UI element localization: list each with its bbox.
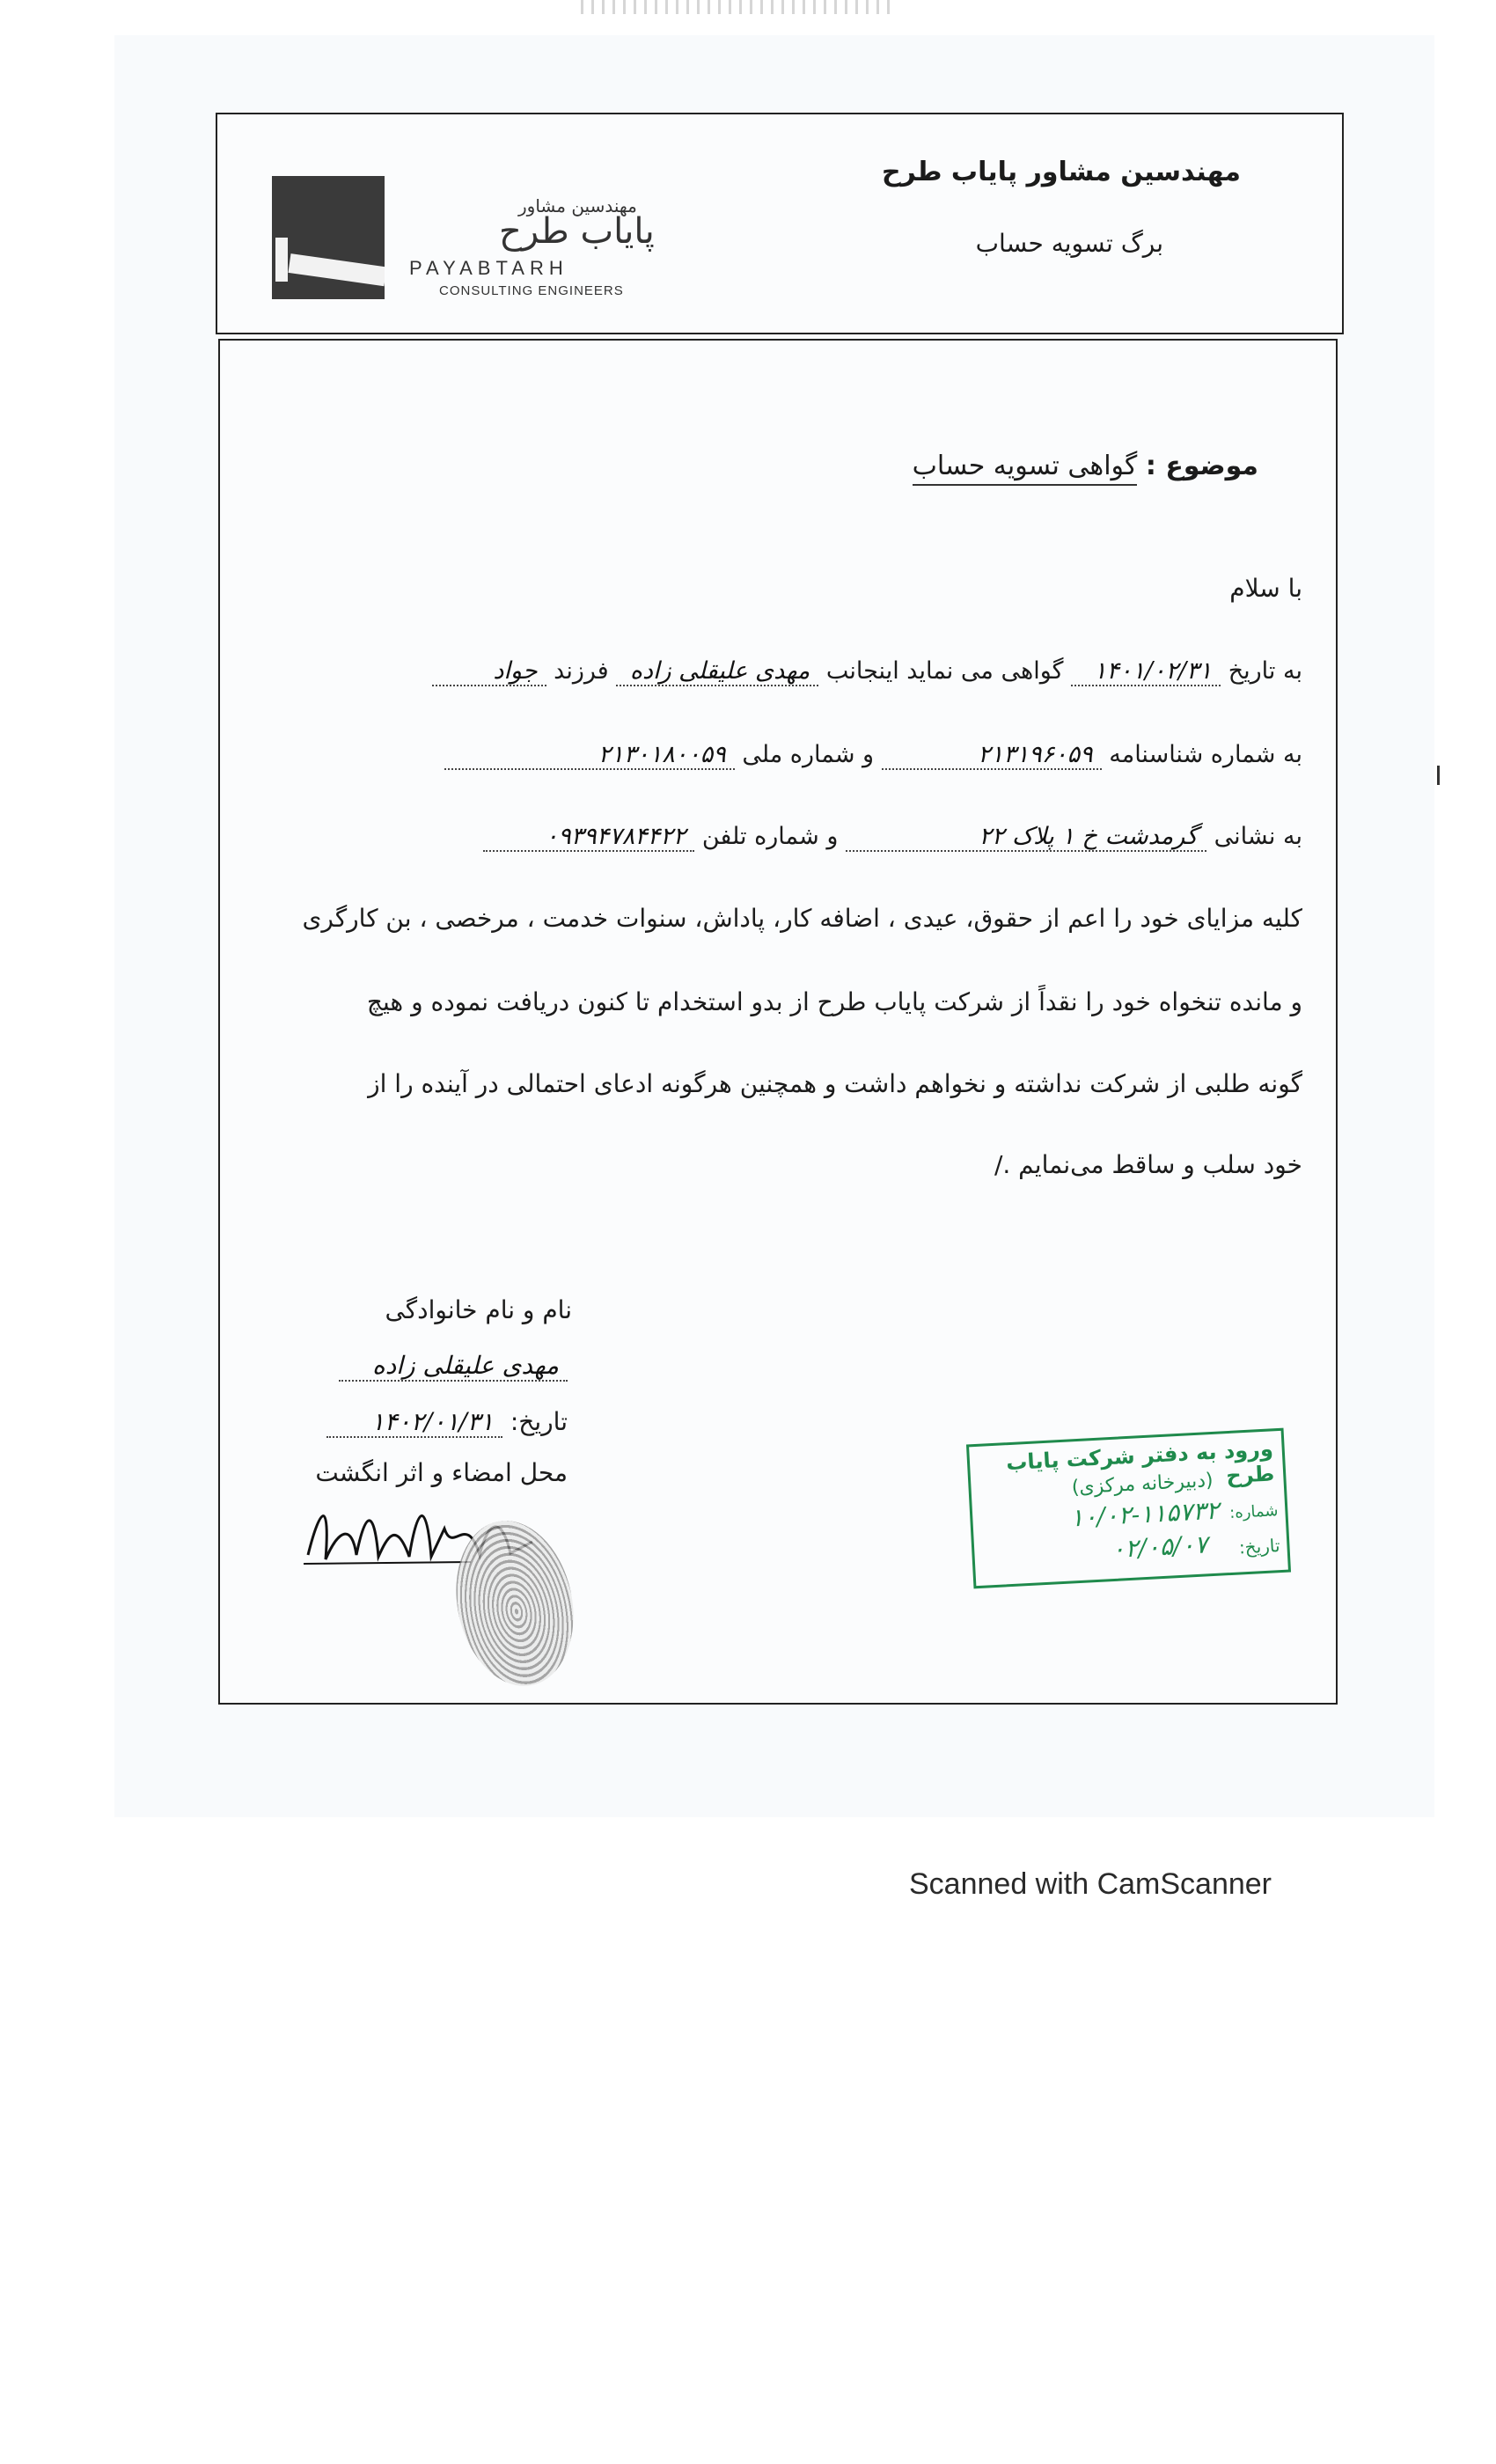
subject-value: گواهی تسویه حساب — [913, 451, 1138, 486]
national-id-value: ۲۱۳۰۱۸۰۰۵۹ — [444, 741, 735, 770]
field-line-ids — [444, 741, 1302, 770]
phone-label: و شماره تلفن — [701, 823, 839, 850]
address-label: به نشانی — [1214, 823, 1302, 850]
body-paragraph-line: کلیه مزایای خود را اعم از حقوق، عیدی ، اضافه کار، پاداش، سنوات خدمت ، مرخصی ، بن کارگری — [302, 904, 1302, 933]
stamp-date-label: تاریخ: — [1238, 1535, 1281, 1558]
signer-name-value: مهدی علیقلی زاده — [339, 1351, 568, 1382]
greeting: با سلام — [1229, 574, 1302, 603]
logo-en-subtitle: CONSULTING ENGINEERS — [439, 283, 624, 298]
phone-value: ۰۹۳۹۴۷۸۴۴۲۲ — [483, 823, 694, 852]
date-value: ۱۴۰۱/۰۲/۳۱ — [1071, 657, 1221, 686]
logo-fa-name: پایاب طرح — [499, 211, 655, 252]
subject-label: موضوع : — [1145, 451, 1258, 481]
stamp-number-label: شماره: — [1228, 1501, 1279, 1522]
registration-stamp — [966, 1428, 1291, 1589]
signer-name-line — [304, 1351, 568, 1382]
father-name-value: جواد — [432, 657, 546, 686]
camscanner-watermark: Scanned with CamScanner — [909, 1867, 1272, 1901]
stamp-number-value: ۱۰/۰۲-۱۱۵۷۳۲ — [1069, 1495, 1221, 1533]
logo-en-name: PAYABTARH — [409, 257, 568, 279]
signature-place-label: محل امضاء و اثر انگشت — [315, 1458, 568, 1487]
logo-fa-small: مهندسین مشاور — [518, 195, 637, 216]
signer-date-label: تاریخ: — [510, 1407, 568, 1436]
stamp-title: ورود به دفتر شرکت پایاب طرح — [1005, 1436, 1275, 1489]
body-paragraph-line: گونه طلبی از شرکت نداشته و نخواهم داشت و همچنین هرگونه ادعای احتمالی در آینده را از — [368, 1069, 1302, 1098]
signer-date-value: ۱۴۰۲/۰۱/۳۱ — [326, 1407, 502, 1438]
id-number-value: ۲۱۳۱۹۶۰۵۹ — [882, 741, 1102, 770]
certify-text: گواهی می نماید اینجانب — [825, 657, 1064, 685]
name-value: مهدی علیقلی زاده — [616, 657, 818, 686]
subject-line — [913, 451, 1258, 481]
form-title: برگ تسویه حساب — [975, 229, 1163, 258]
field-line-address — [483, 823, 1302, 852]
id-label: به شماره شناسنامه — [1109, 741, 1302, 768]
scan-edge-artifact — [581, 0, 898, 14]
letterhead-box — [216, 113, 1344, 334]
national-id-label: و شماره ملی — [742, 741, 875, 768]
signer-name-label: نام و نام خانوادگی — [385, 1295, 572, 1324]
company-logo-icon — [272, 176, 385, 299]
address-value: گرمدشت خ ۱ پلاک ۲۲ — [846, 823, 1206, 852]
child-of-label: فرزند — [554, 657, 609, 685]
body-paragraph-line: خود سلب و ساقط می‌نمایم ./ — [994, 1150, 1302, 1179]
signer-date-line — [304, 1407, 568, 1438]
date-label: به تاریخ — [1228, 657, 1302, 685]
stamp-date-value: ۰۲/۰۵/۰۷ — [1111, 1529, 1209, 1565]
certificate-body — [218, 339, 1338, 1705]
scan-edge-mark — [1437, 766, 1440, 785]
field-line-date-name — [432, 657, 1302, 686]
stamp-subtitle: (دبیرخانه مرکزی) — [1071, 1469, 1214, 1500]
company-name: مهندسین مشاور پایاب طرح — [881, 157, 1241, 187]
body-paragraph-line: و مانده تنخواه خود را نقداً از شرکت پایاب طرح از بدو استخدام تا کنون دریافت نموده و هیچ — [366, 987, 1302, 1016]
